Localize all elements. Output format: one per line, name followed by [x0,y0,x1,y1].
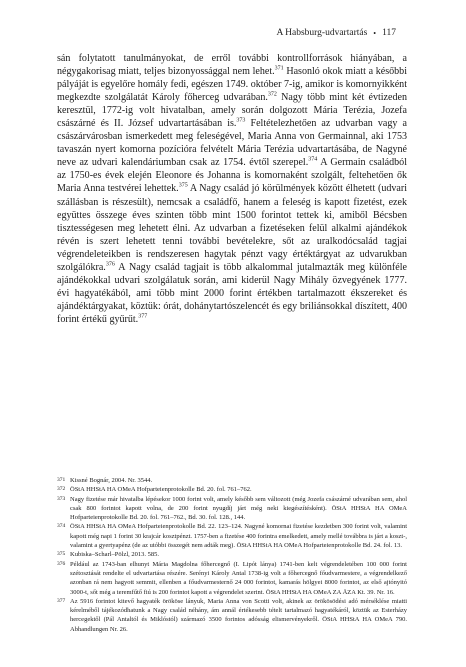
footnote-text: Nagy fizetése már hivatalba lépésekor 1000 forint volt, amely később sem változott (még Jozefa császárné udvarában sem, ahol csak 800 forintot kapott volna, de 200 forint nyugdíj járt még neki kiegészítésként). ÖStA HHStA HA OMeA Hofparteienprotokolle Bd. 20. fol. 761–762., Bd. 30. fol. 128., 144. [70,495,407,522]
footnote-ref[interactable]: 375 [178,183,188,190]
footnote [57,522,407,550]
page-number: 117 [382,28,396,38]
body-text: A Germain családból az 1750-es évek elején Eleonore és Johanna is komornaként szolgált, feltehetően ők Maria Anna testvérei lehettek. [57,157,407,195]
footnote-text: ÖStA HHStA HA OMeA Hofparteienprotokolle Bd. 22. 123–124. Nagyné komornai fizetése kezdetben 300 forint volt, valamint kapott még napi 1 forint 30 krajcár kosztpénzt. 1757-ben a fizetése 400 forintra emelkedett, amely mellé továbbra is járt a koszt-, valamint a gyertyapénz (de az utóbbi összegét nem adták meg). ÖStA HHStA HA OMeA Hofparteienprotokolle Bd. 24. fol. 13. [70,523,407,550]
footnote [57,597,407,634]
footnote [57,485,407,494]
running-head [276,28,396,38]
footnote [57,476,407,485]
footnote-number: 373 [57,495,66,502]
body-text: A Nagy család tagjait is több alkalommal jutalmazták meg különféle ajándékokkal udvari szolgálatuk során, ami kiderül Nagy Mihály özvegyének 1777. évi hagyatékából, ami több mint 2000 forint értékben tartalmazott ékszereket és ajándéktárgyakat, köztük: órát, dohánytartószelencét és egy briliánsokkal díszített, 400 forint értékű gyűrűt. [57,261,407,325]
footnote-number: 372 [57,486,66,493]
footnote-number: 377 [57,597,66,604]
footnote-number: 374 [57,523,66,530]
body-text: sán folytatott tanulmányokat, de erről további kontrollforrások hiányában, a négygakorisag miatt, teljes bizonyossággal nem lehet. [57,53,407,78]
footnote-ref[interactable]: 373 [236,117,246,124]
footnote-ref[interactable]: 376 [105,261,115,268]
footnote [57,550,407,559]
footnote-text: Például az 1743-ban elhunyt Mária Magdolna főhercegnő (I. Lipót lánya) 1741-ben kelt végrendeletében 100 000 forint szétosztását rendelte el udvartartása részére. Serényi Károly Antal 1738-ig volt a főhercegnő főudvarmestere, a végrendelkező azonban rá nem hagyott semmit, ellenben a főudvarmesternő 24 000 forintot, kamarás hölgyei 8000 forintot, az első ajtónyitó 3000-t, sőt még a teremfűtő fiú is 200 forintot kapott a végrendelet szerint. ÖStA HHStA HA OMeA ZA ÄZA Kt. 39. Nr. 16. [70,560,407,596]
footnote [57,495,407,523]
footnote-text: ÖStA HHStA HA OMeA Hofparteienprotokolle Bd. 20. fol. 761–762. [70,486,252,494]
header-separator: • [373,28,377,38]
body-text: Feltételezhetően az udvarban vagy a császárvárosban ismerkedett meg feleségével, Maria Anna von Germainnal, aki 1753 tavaszán nyert komorna pozícióra felvételt Mária Terézia udvartartásába, de Nagyné neve az udvari kalendáriumban csak az 1754. évtől szerepel. [57,118,407,169]
footnote-text: Kubiska–Scharl–Pölzl, 2013. 585. [70,551,160,559]
section-title: A Habsburg-udvartartás [276,28,368,38]
body-text: Nagy több mint két évtizeden keresztül, 1772-ig volt hivatalban, amely során dolgozott Mária Terézia, Jozefa császárné és II. József udvartartásában is. [57,92,407,130]
footnote-text: Az 5916 forintot kitevő hagyaték örököse lányuk, Maria Anna von Scotti volt, akinek az örökösödési adó mérséklése miatti kérelméből tájékozódhatunk a Nagy család néhány, ám annál értékesebb tételt tartalmazó hagyatékáról, köztük az Esterházy hercegektől (Pál Antaltól és Miklóstól) származó 3500 forintos adósság elismervényekről. ÖStA HHStA HA OMeA 790. Abhandlungen Nr. 26. [70,597,407,633]
footnote-ref[interactable]: 372 [267,91,277,98]
footnote-ref[interactable]: 374 [308,157,318,164]
footnotes [57,476,407,634]
footnote [57,560,407,597]
body-text: Hasonló okok miatt a későbbi pályáját is egyelőre homály fedi, egészen 1749. október 7-ig, amikor is komornyikként megkezdte szolgálatát Károly főherceg udvarában. [57,66,407,104]
footnote-text: Kissné Bognár, 2004. Nr. 3544. [70,477,153,484]
footnote-ref[interactable]: 371 [274,65,284,72]
footnote-number: 371 [57,477,66,483]
body-paragraph [57,52,407,326]
footnote-ref[interactable]: 377 [138,313,148,320]
body-text: A Nagy család jó körülmények között élhetett (udvari szállásban is részesült), nemcsak a családfő, hanem a feleség is kapott fizetést, ezek együttes összege éves szinten több mint 1500 forintot tettek ki, amiből Bécsben tisztességesen meg lehetett élni. Az udvarban a fizetéseken felül alkalmi ajándékok révén is szert lehetett tenni további bevételekre, sőt az uralkodócsalád tagjai végrendeleteikben is rendszeresen hagytak pénzt vagy értéktárgyat az udvarukban szolgálókra. [57,183,407,273]
footnote-number: 376 [57,560,66,567]
footnote-number: 375 [57,551,66,558]
